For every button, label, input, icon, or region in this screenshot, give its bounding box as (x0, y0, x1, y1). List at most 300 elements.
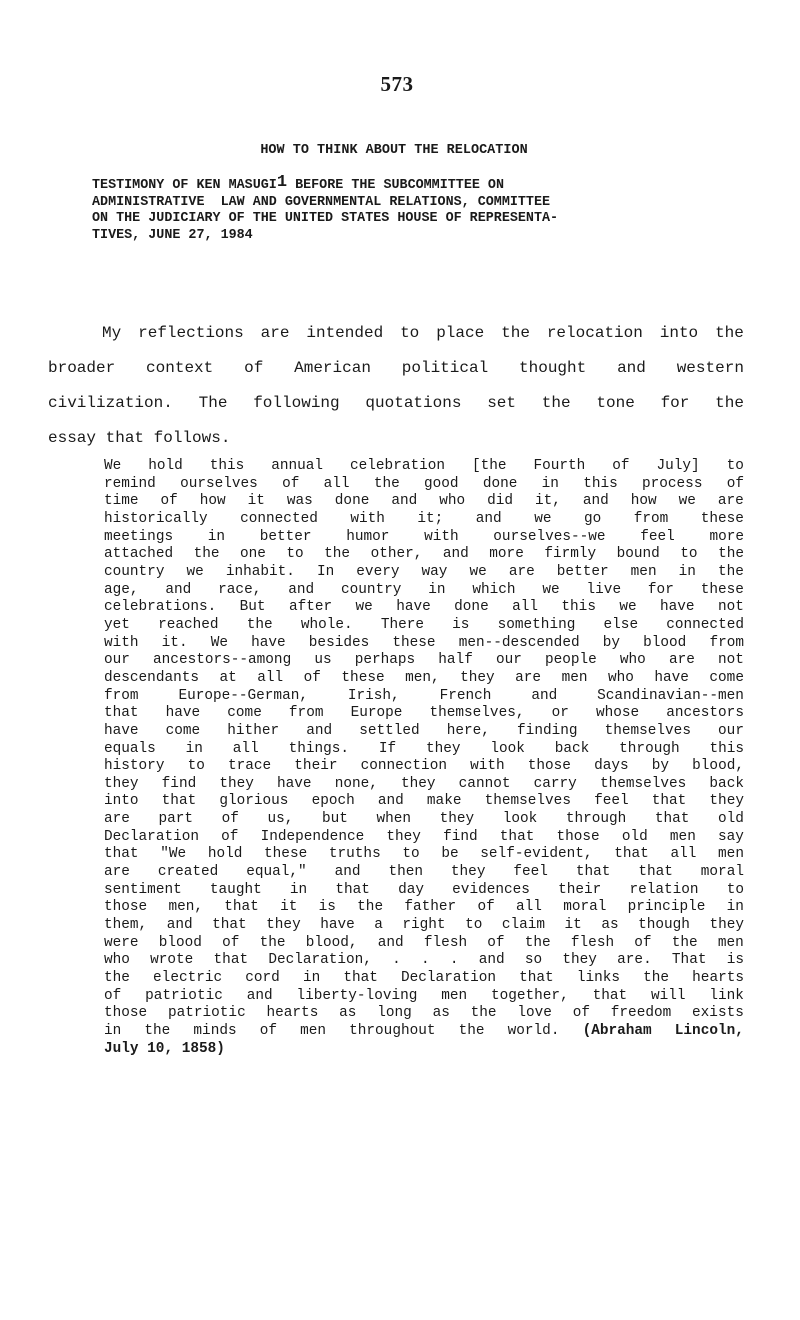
quote-word: evidences (452, 881, 530, 898)
quote-line (104, 617, 744, 635)
quote-word: is (318, 899, 336, 916)
intro-line (48, 421, 744, 456)
quote-word: liberty-loving (296, 987, 418, 1004)
quote-word: they (266, 917, 301, 934)
quote-word: from (633, 510, 669, 527)
quote-word: 1858) (181, 1040, 225, 1057)
quote-word: taught (209, 881, 262, 898)
quote-word: people (544, 652, 597, 669)
quote-word: self-evident, (480, 846, 593, 863)
page-title: HOW TO THINK ABOUT THE RELOCATION (260, 143, 528, 158)
quote-line (104, 493, 744, 511)
quote-word: of (282, 475, 300, 492)
intro-word: tone (596, 394, 635, 412)
quote-word: perhaps (354, 652, 416, 669)
quote-word: and (246, 987, 273, 1004)
quote-word: that (343, 970, 378, 987)
testimony-line (92, 173, 712, 195)
quote-word: trace (227, 758, 272, 775)
quote-word: long (377, 1005, 412, 1022)
intro-word: relocation (546, 324, 643, 342)
quote-word: are (668, 652, 695, 669)
intro-word: essay (48, 429, 97, 447)
quote-word: are (717, 493, 744, 510)
quote-word: flesh (570, 934, 615, 951)
quote-word: come (165, 722, 201, 739)
quote-word: all (512, 599, 539, 616)
quote-word: and (391, 493, 418, 510)
quote-word: that (212, 917, 247, 934)
page-number: 573 (380, 72, 414, 96)
intro-word: the (715, 394, 744, 412)
quote-word: moral (700, 864, 744, 881)
quote-word: say (718, 828, 744, 845)
quote-word: of (487, 934, 505, 951)
quote-word: . (449, 952, 459, 969)
quote-word: these (700, 581, 744, 598)
intro-word: for (660, 394, 690, 412)
quote-word: throughout (349, 1023, 436, 1039)
quote-word: their (294, 758, 338, 775)
quote-word: July (104, 1040, 139, 1057)
quote-word: to (726, 458, 744, 474)
quote-word: Europe (350, 705, 403, 722)
quote-word: done (482, 475, 518, 492)
quote-word: of (221, 828, 239, 845)
quote-word: is (452, 616, 470, 633)
quote-word: of (303, 669, 321, 686)
quote-word: come (709, 669, 744, 686)
quote-word: with (350, 510, 385, 527)
quote-word: that (651, 793, 687, 810)
quote-word: it (247, 493, 265, 510)
quote-word: the (246, 616, 273, 633)
quote-word: hither (227, 722, 280, 739)
quote-word: in (428, 581, 446, 598)
quote-line (104, 741, 744, 759)
quote-word: to (726, 881, 744, 898)
quote-word: all (516, 899, 542, 916)
quote-word: of (572, 1005, 590, 1022)
quote-word: all (257, 669, 284, 686)
quote-word: connection (360, 758, 447, 775)
quote-word: the (144, 1023, 171, 1039)
quote-word: but (321, 811, 348, 828)
quote-word: it; (417, 510, 444, 527)
intro-word: that (105, 429, 145, 447)
quote-word: more (489, 546, 524, 563)
quote-word: whose (595, 705, 640, 722)
quote-word: to (680, 546, 698, 563)
quote-word: men--descended (458, 634, 580, 651)
intro-word: political (401, 359, 489, 377)
quote-word: them, (104, 917, 148, 934)
quote-word: from (288, 705, 324, 722)
quote-word: their (558, 881, 602, 898)
quote-line (104, 476, 744, 494)
quote-word: they (450, 864, 486, 881)
quote-word: men (630, 563, 657, 580)
quote-word: themselves (484, 793, 571, 810)
quote-word: here, (446, 722, 490, 739)
quote-word: world. (507, 1023, 560, 1039)
quote-word: they (401, 775, 436, 792)
quote-word: men (300, 1023, 327, 1039)
quote-word: feel (594, 793, 629, 810)
quote-word: come (227, 705, 262, 722)
quote-word: hearts (692, 970, 744, 987)
quote-word: not (717, 652, 744, 669)
quote-word: men (717, 934, 744, 951)
quote-word: together, (490, 987, 569, 1004)
quote-word: themselves (604, 722, 691, 739)
quote-word: blood, (305, 934, 358, 951)
intro-word: reflections (138, 324, 244, 342)
quote-word: reached (158, 616, 219, 633)
quote-word: as (432, 1005, 450, 1022)
quote-word: Irish, (347, 687, 400, 704)
quote-line (104, 1005, 744, 1023)
quote-word: that (654, 811, 690, 828)
quote-word: descendants (104, 669, 199, 686)
intro-line (48, 316, 744, 351)
quote-word: for (647, 581, 674, 598)
quote-word: principle (627, 899, 706, 916)
quote-word: the (458, 1023, 485, 1039)
quote-word: all (323, 475, 350, 492)
quote-word: how (630, 493, 657, 510)
quote-word: our (104, 652, 130, 669)
quote-word: so (524, 952, 543, 969)
quote-word: make (426, 793, 462, 810)
quote-word: connected (666, 616, 744, 633)
quote-line (104, 688, 744, 706)
quote-word: none, (334, 775, 378, 792)
quote-word: yet (104, 616, 130, 633)
quote-word: better (259, 528, 312, 545)
quote-word: those (527, 758, 571, 775)
quote-word: patriotic (145, 987, 223, 1004)
quote-word: That (671, 952, 707, 969)
quote-word: who (619, 652, 646, 669)
quote-word: country (340, 581, 402, 598)
quote-word: us (314, 652, 332, 669)
quote-word: they (219, 775, 254, 792)
quote-word: are (104, 864, 130, 881)
quote-word: truths (328, 846, 381, 863)
quote-word: We (104, 458, 122, 474)
quote-word: are (515, 669, 542, 686)
quote-word: look (502, 811, 538, 828)
quote-word: that (224, 899, 259, 916)
quote-word: flesh (423, 934, 468, 951)
quote-word: these (700, 510, 744, 527)
quote-word: historically (104, 510, 208, 527)
quote-line (104, 1041, 744, 1059)
quote-word: that (499, 828, 535, 845)
quote-word: men (561, 669, 588, 686)
quote-line (104, 511, 744, 529)
quote-word: be (441, 846, 459, 863)
quote-word: we (542, 581, 560, 598)
quote-word: old (718, 811, 744, 828)
intro-line (48, 386, 744, 421)
testimony-heading (92, 173, 712, 244)
quote-line (104, 599, 744, 617)
quote-word: history (104, 758, 165, 775)
quote-word: is (726, 952, 744, 969)
quote-word: this (583, 475, 618, 492)
quote-word: Independence (260, 828, 365, 845)
quote-word: half (438, 652, 473, 669)
quote-line (104, 458, 744, 476)
quote-line (104, 758, 744, 776)
quote-word: we (469, 563, 487, 580)
quote-word: the (470, 1005, 497, 1022)
quote-word: go (583, 510, 602, 527)
quote-word: we (355, 599, 373, 616)
quote-word: then (388, 864, 423, 881)
quote-word: whole. (300, 616, 353, 633)
quote-word: back (554, 740, 590, 757)
quote-word: of (634, 934, 652, 951)
intro-word: the (715, 324, 744, 342)
intro-word: the (541, 394, 571, 412)
quote-word: that (335, 881, 370, 898)
quote-word: as (601, 917, 619, 934)
quote-word: which (472, 581, 516, 598)
quote-word: who (439, 493, 466, 510)
testimony-line: TIVES, JUNE 27, 1984 (92, 227, 253, 243)
quote-word: ourselves--we (493, 528, 606, 545)
quote-word: in (726, 899, 744, 916)
footnote-ref: 1 (276, 173, 288, 192)
quote-word: not (717, 599, 744, 616)
quote-word: the (373, 475, 400, 492)
quote-word: cannot (458, 775, 511, 792)
quote-word: the (718, 546, 744, 563)
quote-word: bound (616, 546, 660, 563)
quote-word: how (199, 493, 226, 510)
quote-word: of (104, 987, 122, 1004)
quote-word: live (586, 581, 622, 598)
quote-word: the (524, 934, 551, 951)
quote-word: are (508, 563, 535, 580)
intro-word: the (501, 324, 530, 342)
quote-word: and (531, 687, 558, 704)
quote-word: those (556, 828, 600, 845)
quote-line (104, 670, 744, 688)
quote-word: they (425, 740, 461, 757)
quote-word: country (104, 563, 165, 580)
quote-word: humor (346, 528, 390, 545)
quote-word: carry (533, 775, 577, 792)
quote-word: the (357, 899, 384, 916)
quote-word: relation (629, 881, 699, 898)
quote-word: men (718, 846, 744, 863)
quote-word: of (221, 811, 239, 828)
quote-word: of (477, 899, 495, 916)
quote-line (104, 529, 744, 547)
quote-word: wrote (150, 952, 194, 969)
intro-word: set (487, 394, 517, 412)
quote-word: ourselves (180, 475, 258, 492)
quote-line (104, 829, 744, 847)
quote-word: in (289, 881, 308, 898)
quote-word: as (339, 1005, 357, 1022)
quote-word: when (376, 811, 412, 828)
quote-word: celebrations. (104, 599, 217, 616)
quote-word: equal," (246, 864, 307, 881)
quote-word: that (614, 846, 649, 863)
quote-word: and (475, 510, 502, 527)
quote-word: all (232, 740, 259, 757)
quote-word: hold (207, 846, 243, 863)
testimony-line-text: BEFORE THE SUBCOMMITTEE ON (287, 178, 504, 193)
quote-word: who (607, 669, 634, 686)
quote-line (104, 776, 744, 794)
quote-word: and (166, 917, 193, 934)
quote-word: ancestors (666, 705, 744, 722)
quote-word: in (541, 475, 559, 492)
quote-word: good (424, 475, 459, 492)
intro-word: and (617, 359, 646, 377)
quote-line (104, 935, 744, 953)
quote-word: But (239, 599, 266, 616)
quote-word: claim (501, 917, 546, 934)
quote-word: minds (193, 1023, 237, 1039)
quote-word: other, (370, 546, 423, 563)
quote-word: it, (534, 493, 561, 510)
quote-word: our (495, 652, 522, 669)
intro-word: follows. (153, 429, 231, 447)
quote-word: in (207, 528, 226, 545)
quote-word: have (277, 775, 312, 792)
quote-word: glorious (219, 793, 289, 810)
quote-line (104, 970, 744, 988)
quote-word: men, (405, 669, 440, 686)
quote-line (104, 811, 744, 829)
quote-word: connected (240, 510, 318, 527)
quote-word: was (286, 493, 313, 510)
quote-word: Scandinavian--men (597, 687, 744, 704)
quote-word: sentiment (104, 881, 182, 898)
quote-word: right (402, 917, 446, 934)
quote-word: are (104, 811, 130, 828)
quote-word: that (104, 846, 139, 863)
quote-word: have (320, 917, 355, 934)
quote-word: us, (267, 811, 294, 828)
quote-word: meetings (104, 528, 174, 545)
intro-word: quotations (365, 394, 462, 412)
quote-line (104, 564, 744, 582)
quote-word: link (709, 987, 744, 1004)
quote-word: they (460, 669, 495, 686)
quote-word: men, (168, 899, 203, 916)
quote-word: else (603, 616, 639, 633)
quote-word: created (157, 864, 219, 881)
quote-word: of (612, 458, 630, 474)
quote-word: we (678, 493, 696, 510)
quote-word: and (442, 546, 469, 563)
quote-word: that (161, 793, 197, 810)
quote-word: have (396, 599, 431, 616)
quote-word: have (165, 705, 201, 722)
quote-word: every (356, 563, 400, 580)
quote-word: things. (288, 740, 350, 757)
quote-word: of (222, 934, 240, 951)
quote-word: the (104, 970, 130, 987)
quote-word: finding (517, 722, 578, 739)
quote-line (104, 846, 744, 864)
quote-word: patriotic (167, 1005, 246, 1022)
quote-line (104, 635, 744, 653)
quote-word: men (441, 987, 468, 1004)
quote-word: through (565, 811, 627, 828)
quote-word: cord (245, 970, 280, 987)
quote-word: look (490, 740, 525, 757)
quote-word: July] (656, 458, 700, 474)
quote-word: epoch (311, 793, 355, 810)
quote-word: done (454, 599, 489, 616)
quote-word: . (421, 952, 430, 969)
quote-word: men (669, 828, 696, 845)
quote-word: though (638, 917, 690, 934)
quote-word: this (709, 740, 744, 757)
quote-line (104, 723, 744, 741)
quote-word: have (104, 722, 139, 739)
quote-word: (Abraham (582, 1023, 652, 1039)
quote-word: love (517, 1005, 552, 1022)
quote-word: and (306, 722, 333, 739)
quote-word: the (193, 546, 220, 563)
quote-word: into (104, 793, 139, 810)
quote-word: will (650, 987, 686, 1004)
intro-word: The (198, 394, 228, 412)
quote-word: these (264, 846, 308, 863)
intro-paragraph (48, 316, 744, 456)
quote-word: If (378, 740, 397, 757)
quote-word: . (392, 952, 401, 969)
quote-word: have (654, 669, 689, 686)
quote-word: we (619, 599, 637, 616)
quote-word: were (104, 934, 139, 951)
quote-word: those (104, 1005, 148, 1022)
quote-word: Lincoln, (674, 1023, 744, 1039)
quote-word: with (424, 528, 459, 545)
quote-word: hold (148, 458, 183, 474)
quote-line (104, 882, 744, 900)
quote-word: to (187, 758, 205, 775)
quote-line (104, 1023, 744, 1041)
quote-word: hearts (266, 1005, 319, 1022)
quote-word: time (104, 493, 139, 510)
quote-word: and (478, 952, 505, 969)
intro-word: into (659, 324, 699, 342)
quote-word: back (709, 775, 744, 792)
intro-word: context (146, 359, 214, 377)
quote-word: they (386, 828, 421, 845)
quote-word: links (576, 970, 620, 987)
quote-word: electric (153, 970, 223, 987)
lincoln-quotation (104, 458, 744, 1058)
quote-word: they (562, 952, 597, 969)
quote-word: We (210, 634, 228, 651)
quote-word: remind (104, 475, 156, 492)
quote-word: themselves (599, 775, 687, 792)
quote-line (104, 705, 744, 723)
quote-line (104, 864, 744, 882)
